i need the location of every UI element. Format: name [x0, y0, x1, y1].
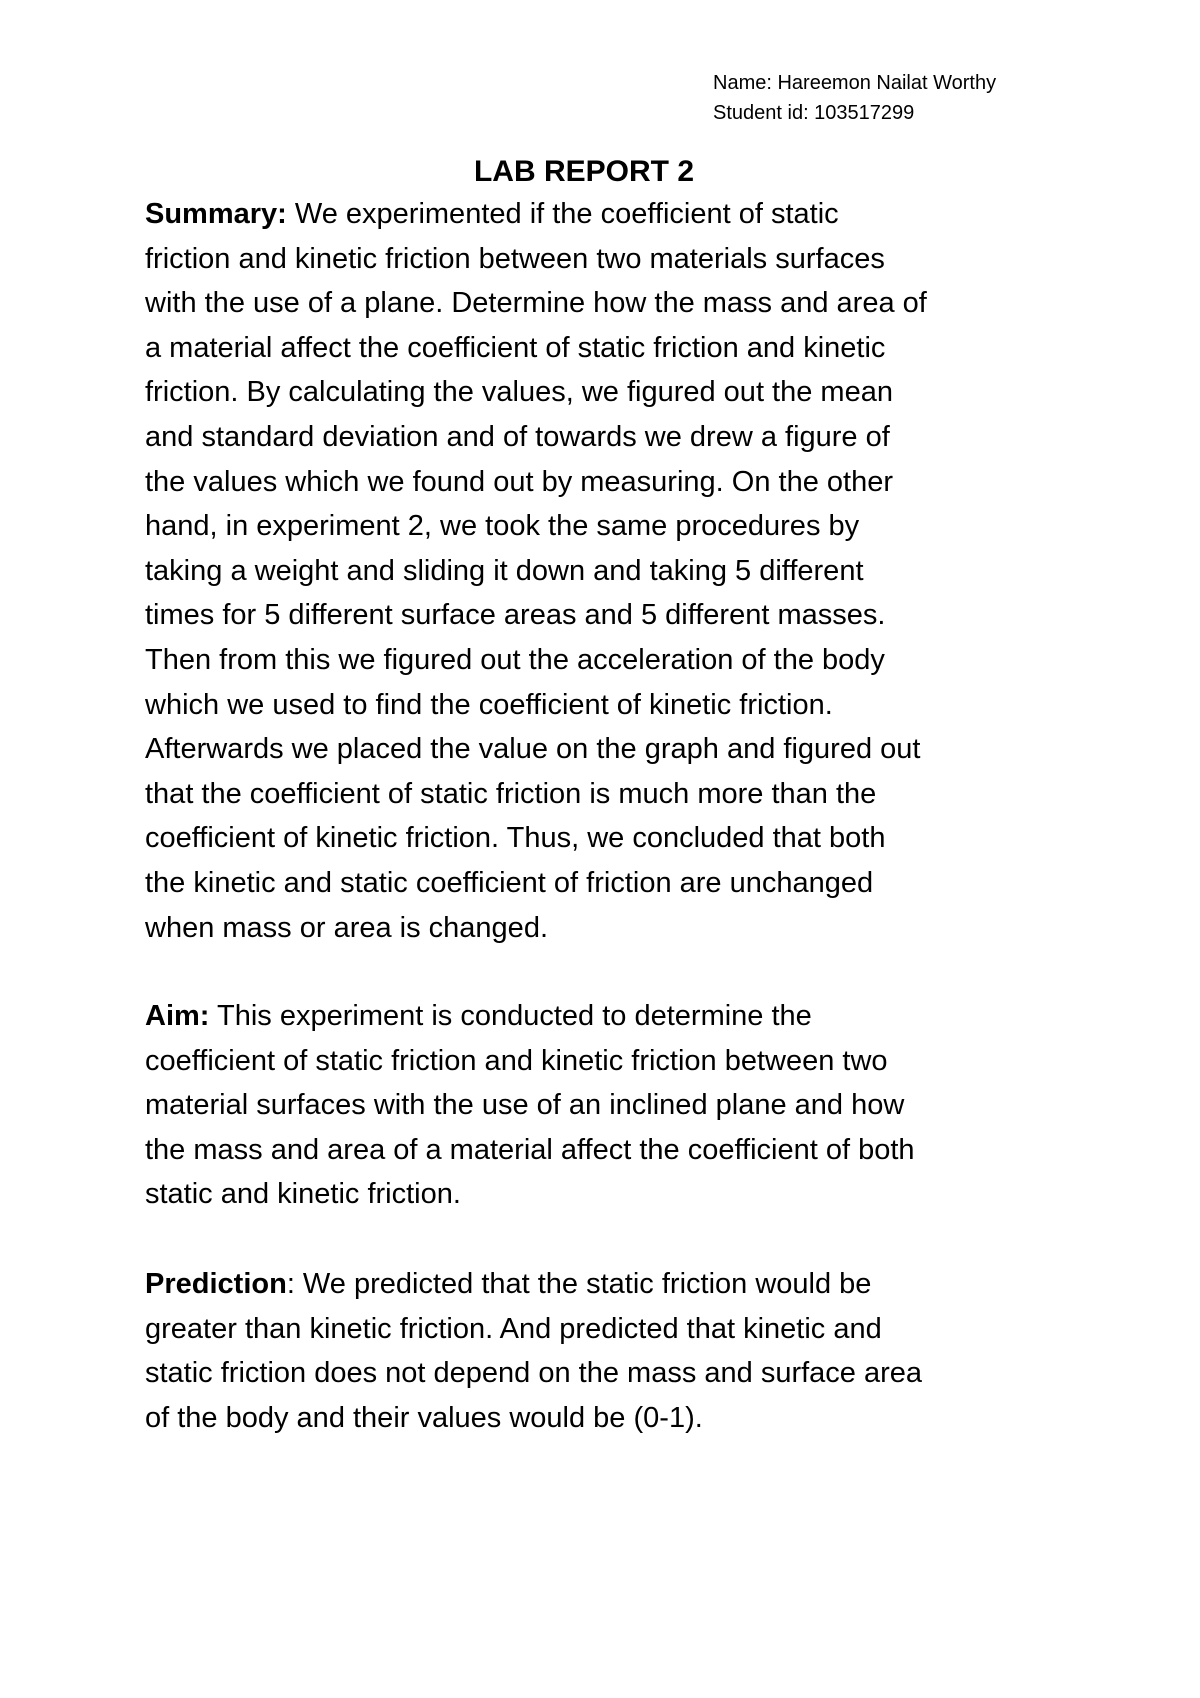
summary-line: times for 5 different surface areas and 5 different masses.	[145, 599, 886, 632]
student-id: Student id: 103517299	[713, 102, 915, 124]
summary-line	[145, 192, 1070, 237]
summary-line: a material affect the coefficient of static friction and kinetic	[145, 331, 886, 364]
aim-line: the mass and area of a material affect the coefficient of both	[145, 1133, 915, 1166]
prediction-label: Prediction	[145, 1268, 287, 1300]
summary-text: We experimented if the coefficient of static	[286, 198, 839, 230]
aim-section	[145, 994, 1070, 1217]
summary-line: which we used to find the coefficient of kinetic friction.	[145, 688, 833, 721]
summary-line: Afterwards we placed the value on the graph and figured out	[145, 733, 921, 766]
summary-line: when mass or area is changed.	[145, 911, 548, 944]
summary-line: coefficient of kinetic friction. Thus, we concluded that both	[145, 822, 886, 855]
summary-line: with the use of a plane. Determine how the mass and area of	[145, 287, 927, 320]
aim-line: coefficient of static friction and kinetic friction between two	[145, 1044, 888, 1077]
prediction-section	[145, 1262, 1070, 1440]
aim-label: Aim:	[145, 1000, 210, 1032]
summary-line: Then from this we figured out the acceleration of the body	[145, 643, 885, 676]
summary-line: and standard deviation and of towards we drew a figure of	[145, 420, 890, 453]
summary-label: Summary:	[145, 198, 287, 230]
student-name: Name: Hareemon Nailat Worthy	[713, 72, 997, 94]
aim-text: This experiment is conducted to determine the	[209, 1000, 812, 1032]
prediction-text: : We predicted that the static friction would be	[286, 1268, 872, 1300]
prediction-line: of the body and their values would be (0-1).	[145, 1401, 703, 1434]
prediction-line	[145, 1262, 1070, 1307]
report-title: LAB REPORT 2	[473, 155, 695, 188]
aim-line: material surfaces with the use of an inclined plane and how	[145, 1089, 905, 1122]
summary-line: taking a weight and sliding it down and taking 5 different	[145, 554, 864, 587]
summary-line: friction. By calculating the values, we figured out the mean	[145, 376, 893, 409]
summary-section	[145, 192, 1070, 950]
prediction-line: greater than kinetic friction. And predicted that kinetic and	[145, 1312, 882, 1345]
summary-line: friction and kinetic friction between two materials surfaces	[145, 242, 885, 275]
student-info	[713, 68, 996, 128]
aim-line: static and kinetic friction.	[145, 1178, 461, 1211]
summary-line: hand, in experiment 2, we took the same procedures by	[145, 510, 860, 543]
prediction-line: static friction does not depend on the mass and surface area	[145, 1357, 923, 1390]
summary-line: the values which we found out by measuring. On the other	[145, 465, 893, 498]
summary-line: that the coefficient of static friction is much more than the	[145, 777, 877, 810]
aim-line	[145, 994, 1070, 1039]
summary-line: the kinetic and static coefficient of friction are unchanged	[145, 866, 874, 899]
